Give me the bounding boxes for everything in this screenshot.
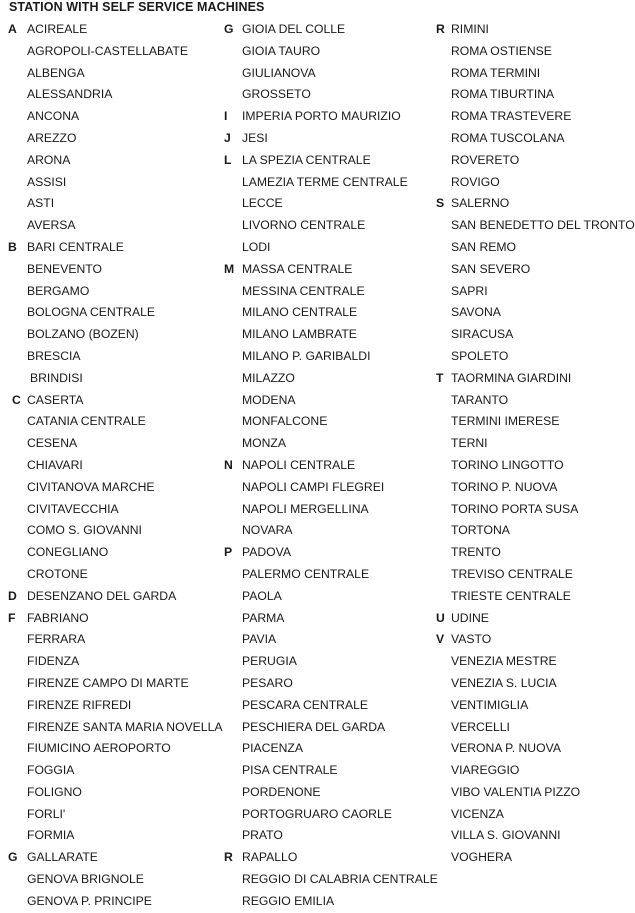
station-name: LODI <box>242 239 271 254</box>
station-name: TRENTO <box>451 545 501 560</box>
station-name: TRIESTE CENTRALE <box>451 588 571 603</box>
station-name: PESARO <box>242 675 293 690</box>
station-name: MILAZZO <box>242 370 295 385</box>
station-name: VICENZA <box>451 806 504 821</box>
station-name: BRESCIA <box>27 348 81 363</box>
station-name: VENEZIA S. LUCIA <box>451 675 557 690</box>
station-name: VASTO <box>451 632 492 647</box>
station-name: FIUMICINO AEROPORTO <box>27 741 171 756</box>
station-name: PRATO <box>242 828 283 843</box>
station-name: GIOIA TAURO <box>242 43 321 58</box>
station-name: TORINO LINGOTTO <box>451 457 564 472</box>
section-letter: S <box>436 196 445 211</box>
station-name: GROSSETO <box>242 87 311 102</box>
station-name: FABRIANO <box>27 610 89 625</box>
station-name: BERGAMO <box>27 283 90 298</box>
station-name: SAN REMO <box>451 239 517 254</box>
station-name: CASERTA <box>27 392 84 407</box>
station-name: IMPERIA PORTO MAURIZIO <box>242 109 401 124</box>
station-name: AREZZO <box>27 130 77 145</box>
station-name: SIRACUSA <box>451 327 514 342</box>
section-letter: N <box>224 457 233 472</box>
station-name: ROMA TIBURTINA <box>451 87 555 102</box>
station-name: TERNI <box>451 436 488 451</box>
station-name: PIACENZA <box>242 741 303 756</box>
station-name: SALERNO <box>451 196 510 211</box>
station-name: TERMINI IMERESE <box>451 414 560 429</box>
station-name: BARI CENTRALE <box>27 239 124 254</box>
station-name: JESI <box>242 130 268 145</box>
station-name: LA SPEZIA CENTRALE <box>242 152 371 167</box>
station-name: FIRENZE CAMPO DI MARTE <box>27 675 189 690</box>
station-name: MODENA <box>242 392 296 407</box>
station-name: FERRARA <box>27 632 86 647</box>
station-name: AGROPOLI-CASTELLABATE <box>27 43 188 58</box>
section-letter: R <box>224 850 233 865</box>
station-name: BRINDISI <box>30 370 83 385</box>
station-name: ROMA OSTIENSE <box>451 43 552 58</box>
station-name: FOLIGNO <box>27 784 82 799</box>
station-name: VERONA P. NUOVA <box>451 741 561 756</box>
station-name: VOGHERA <box>451 850 512 865</box>
section-letter: L <box>224 152 232 167</box>
station-name: AVERSA <box>27 218 76 233</box>
station-name: REGGIO DI CALABRIA CENTRALE <box>242 872 438 887</box>
station-name: TORINO PORTA SUSA <box>451 501 579 516</box>
page-title: STATION WITH SELF SERVICE MACHINES <box>9 0 265 14</box>
station-name: TARANTO <box>451 392 509 407</box>
station-name: NAPOLI CAMPI FLEGREI <box>242 479 385 494</box>
section-letter: V <box>436 632 445 647</box>
station-name: BOLOGNA CENTRALE <box>27 305 156 320</box>
section-letter: G <box>8 850 18 865</box>
station-name: ALESSANDRIA <box>27 87 113 102</box>
station-name: SPOLETO <box>451 348 509 363</box>
station-name: ROMA TRASTEVERE <box>451 109 572 124</box>
station-name: TAORMINA GIARDINI <box>451 370 572 385</box>
station-name: PORDENONE <box>242 784 321 799</box>
station-name: SAPRI <box>451 283 488 298</box>
station-name: TORTONA <box>451 523 510 538</box>
station-name: GALLARATE <box>27 850 98 865</box>
station-name: TREVISO CENTRALE <box>451 566 573 581</box>
station-name: PAVIA <box>242 632 277 647</box>
station-name: CIVITANOVA MARCHE <box>27 479 155 494</box>
station-name: VIAREGGIO <box>451 763 520 778</box>
section-letter: C <box>12 392 21 407</box>
station-name: PALERMO CENTRALE <box>242 566 370 581</box>
station-name: ROMA TERMINI <box>451 65 541 80</box>
station-name: ARONA <box>27 152 71 167</box>
station-name: ASSISI <box>27 174 67 189</box>
station-name: CESENA <box>27 436 78 451</box>
station-name: UDINE <box>451 610 489 625</box>
station-name: CHIAVARI <box>27 457 83 472</box>
station-name: VERCELLI <box>451 719 510 734</box>
station-name: FORMIA <box>27 828 75 843</box>
station-name: FIRENZE RIFREDI <box>27 697 132 712</box>
station-name: CATANIA CENTRALE <box>27 414 146 429</box>
station-name: FORLI' <box>27 806 66 821</box>
station-name: PERUGIA <box>242 654 297 669</box>
station-name: LECCE <box>242 196 283 211</box>
station-name: CIVITAVECCHIA <box>27 501 119 516</box>
station-name: MASSA CENTRALE <box>242 261 353 276</box>
station-name: RIMINI <box>451 22 489 36</box>
station-name: BENEVENTO <box>27 261 102 276</box>
station-name: FIDENZA <box>27 654 80 669</box>
station-name: ANCONA <box>27 109 80 124</box>
station-name: LAMEZIA TERME CENTRALE <box>242 174 408 189</box>
section-letter: U <box>436 610 445 625</box>
station-name: CROTONE <box>27 566 88 581</box>
section-letter: I <box>224 109 228 124</box>
station-name: SAN BENEDETTO DEL TRONTO <box>451 218 635 233</box>
station-name: RAPALLO <box>242 850 298 865</box>
station-name: SAN SEVERO <box>451 261 531 276</box>
station-name: MILANO P. GARIBALDI <box>242 348 371 363</box>
station-name: ACIREALE <box>27 22 88 36</box>
station-name: MILANO CENTRALE <box>242 305 358 320</box>
station-name: DESENZANO DEL GARDA <box>27 588 177 603</box>
section-letter: A <box>8 22 17 36</box>
station-name: GIULIANOVA <box>242 65 316 80</box>
station-name: PADOVA <box>242 545 291 560</box>
section-letter: B <box>8 239 17 254</box>
station-name: COMO S. GIOVANNI <box>27 523 142 538</box>
station-name: SAVONA <box>451 305 501 320</box>
station-name: BOLZANO (BOZEN) <box>27 327 139 342</box>
station-name: ALBENGA <box>27 65 85 80</box>
station-name: PISA CENTRALE <box>242 763 338 778</box>
station-name: LIVORNO CENTRALE <box>242 218 366 233</box>
section-letter: P <box>224 545 233 560</box>
section-letter: G <box>224 22 234 36</box>
station-name: VENTIMIGLIA <box>451 697 529 712</box>
station-name: ROVERETO <box>451 152 520 167</box>
station-name: REGGIO EMILIA <box>242 893 335 908</box>
section-letter: J <box>224 130 231 145</box>
station-name: FIRENZE SANTA MARIA NOVELLA <box>27 719 223 734</box>
station-name: CONEGLIANO <box>27 545 109 560</box>
section-letter: R <box>436 22 445 36</box>
station-name: GENOVA BRIGNOLE <box>27 872 144 887</box>
station-name: MESSINA CENTRALE <box>242 283 365 298</box>
station-name: VENEZIA MESTRE <box>451 654 557 669</box>
section-letter: D <box>8 588 17 603</box>
station-name: PORTOGRUARO CAORLE <box>242 806 392 821</box>
station-name: GIOIA DEL COLLE <box>242 22 346 36</box>
station-name: MONFALCONE <box>242 414 328 429</box>
station-name: NAPOLI MERGELLINA <box>242 501 369 516</box>
station-name: GENOVA P. PRINCIPE <box>27 893 152 908</box>
section-letter: F <box>8 610 16 625</box>
station-name: PAOLA <box>242 588 282 603</box>
station-name: ASTI <box>27 196 55 211</box>
station-name: PESCHIERA DEL GARDA <box>242 719 386 734</box>
station-name: VILLA S. GIOVANNI <box>451 828 561 843</box>
station-name: PESCARA CENTRALE <box>242 697 368 712</box>
station-name: MONZA <box>242 436 287 451</box>
station-name: ROMA TUSCOLANA <box>451 130 565 145</box>
station-name: MILANO LAMBRATE <box>242 327 357 342</box>
station-name: NAPOLI CENTRALE <box>242 457 356 472</box>
station-name: ROVIGO <box>451 174 500 189</box>
station-name: VIBO VALENTIA PIZZO <box>451 784 581 799</box>
section-letter: T <box>436 370 444 385</box>
station-name: TORINO P. NUOVA <box>451 479 558 494</box>
station-name: PARMA <box>242 610 285 625</box>
station-name: FOGGIA <box>27 763 75 778</box>
station-name: NOVARA <box>242 523 293 538</box>
section-letter: M <box>224 261 235 276</box>
